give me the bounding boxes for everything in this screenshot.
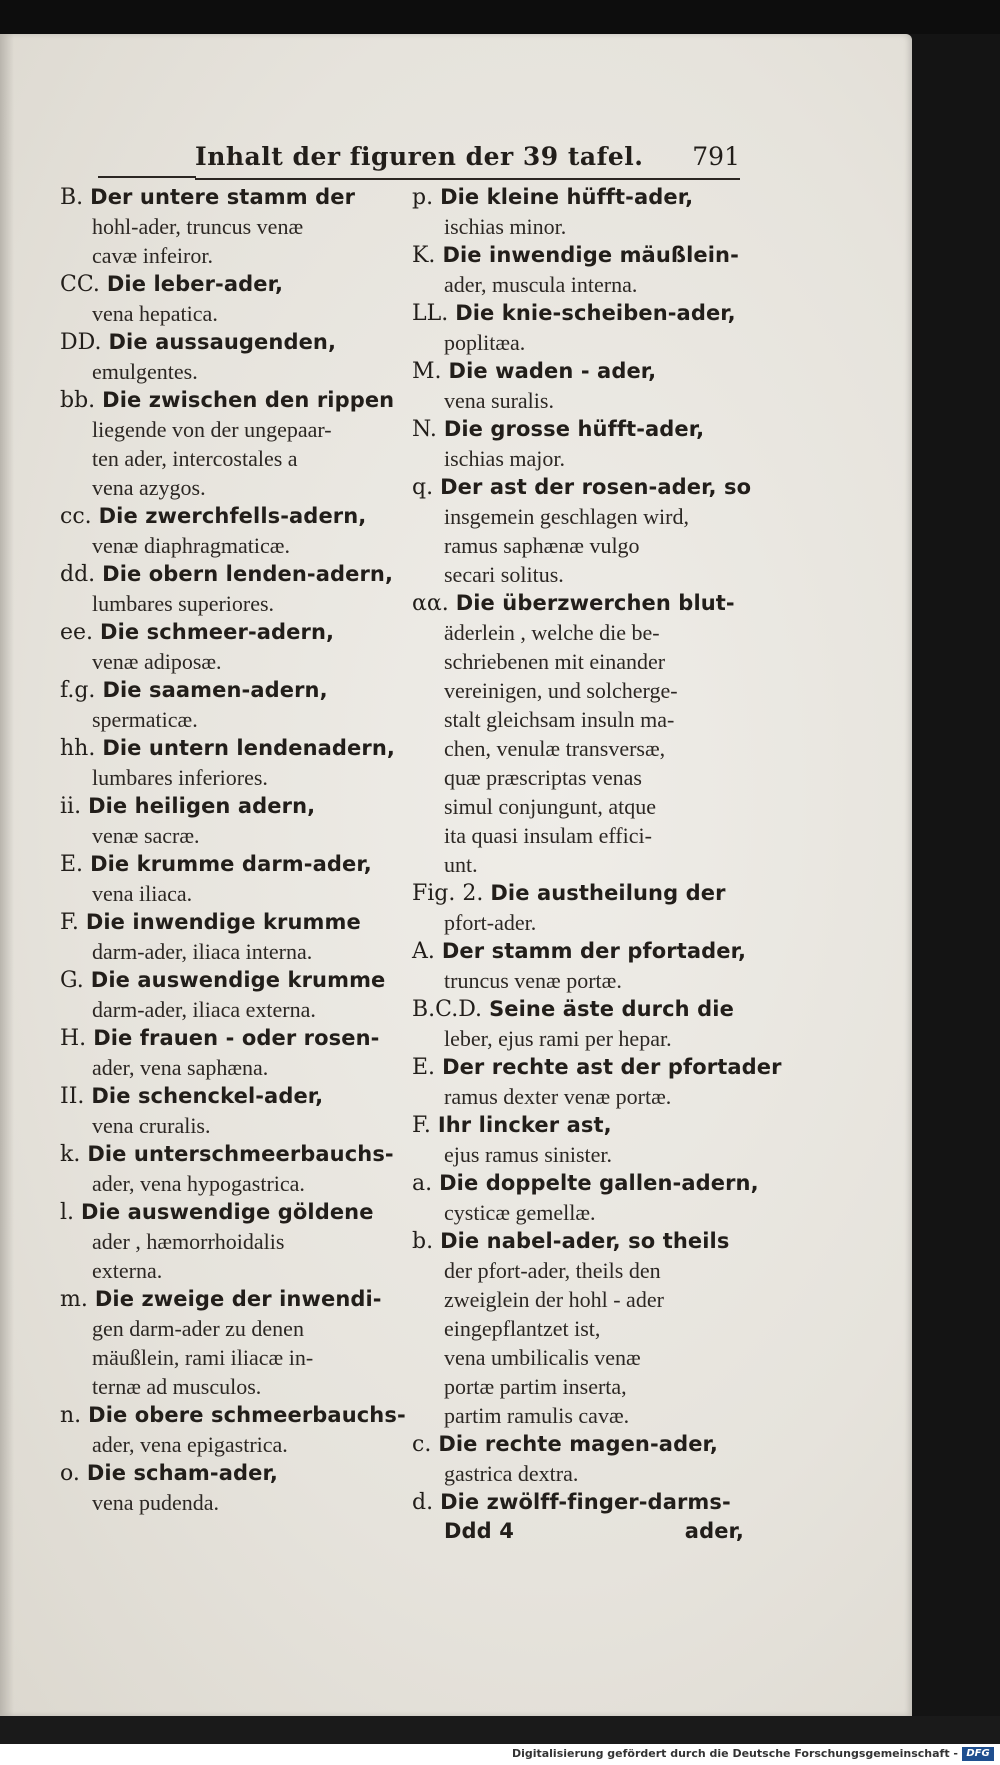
entry-headline <box>412 299 744 328</box>
entry-german-term: Die unterschmeerbauchs- <box>87 1142 394 1166</box>
entry-label: f.g. <box>60 678 96 703</box>
entry <box>412 1169 759 1227</box>
entry-label: l. <box>60 1200 75 1225</box>
entry-continuation-line: ischias major. <box>444 446 565 471</box>
entry-german-term: Die zwischen den rippen <box>102 388 395 412</box>
entry-continuation-line: chen, venulæ transversæ, <box>444 736 666 761</box>
entry-headline <box>60 908 395 937</box>
entry-continuation-line: ader, muscula interna. <box>444 272 638 297</box>
running-head-title: Inhalt der figuren der 39 tafel. <box>195 142 644 171</box>
entry <box>60 502 395 560</box>
entry-label: hh. <box>60 736 96 761</box>
entry <box>60 270 395 328</box>
entry <box>412 183 744 241</box>
entry-headline <box>412 1488 744 1517</box>
entry <box>60 1459 395 1517</box>
entry-continuation-line: vereinigen, und solcherge- <box>444 678 678 703</box>
entry-continuation-line: simul conjungunt, atque <box>444 794 657 819</box>
entry-german-term: Der stamm der pfortader, <box>441 939 747 963</box>
entry <box>60 1401 406 1459</box>
entry-label: p. <box>412 185 434 210</box>
entry-continuation-line: pfort-ader. <box>444 910 537 935</box>
entry-label: B. <box>60 185 84 210</box>
entry-continuation-line: venæ sacræ. <box>92 823 200 848</box>
entry-continuation-line: ader, vena epigastrica. <box>92 1432 288 1457</box>
entry <box>60 386 395 502</box>
entry-label: o. <box>60 1461 80 1486</box>
entry-label: cc. <box>60 504 92 529</box>
entry-german-term: Die schenckel-ader, <box>91 1084 324 1108</box>
left-column <box>60 183 406 1517</box>
right-column <box>412 183 782 1546</box>
entry-continuation-line: äderlein , welche die be- <box>444 620 660 645</box>
entry <box>60 1285 395 1401</box>
entry-continuation-line: truncus venæ portæ. <box>444 968 622 993</box>
entry-continuation-line: ader , hæmorrhoidalis <box>92 1229 285 1254</box>
entry-german-term: Die inwendige mäußlein- <box>442 243 739 267</box>
entry <box>412 1053 782 1111</box>
entry-headline <box>60 734 395 763</box>
entry-continuation-line: ader, vena hypogastrica. <box>92 1171 305 1196</box>
entry-label: Fig. 2. <box>412 881 484 906</box>
entry-label: DD. <box>60 330 102 355</box>
entry-german-term: Der rechte ast der pfortader <box>442 1055 782 1079</box>
entry-label: d. <box>412 1490 434 1515</box>
entry-headline <box>412 1111 744 1140</box>
entry <box>412 995 744 1053</box>
dfg-logo-icon: DFG <box>962 1747 994 1761</box>
entry-german-term: Die rechte magen-ader, <box>438 1432 718 1456</box>
entry-continuation-line: cavæ infeiror. <box>92 243 213 268</box>
entry <box>412 357 744 415</box>
entry-headline <box>60 966 395 995</box>
footer-bar <box>0 1744 1000 1765</box>
entry-headline <box>412 473 752 502</box>
entry-label: F. <box>412 1113 431 1138</box>
entry <box>60 1198 395 1285</box>
entry-german-term: Die austheilung der <box>490 881 726 905</box>
entry-german-term: Die knie-scheiben-ader, <box>455 301 736 325</box>
entry-continuation-line: partim ramulis cavæ. <box>444 1403 630 1428</box>
entry-headline <box>412 937 747 966</box>
entry-headline <box>412 995 744 1024</box>
entry-label: n. <box>60 1403 82 1428</box>
catchword: ader, <box>684 1519 744 1543</box>
entry-continuation-line: vena suralis. <box>444 388 554 413</box>
entry-continuation-line: ternæ ad musculos. <box>92 1374 262 1399</box>
entry-continuation-line: quæ præscriptas venas <box>444 765 642 790</box>
entry-headline <box>412 241 744 270</box>
entry-continuation-line: zweiglein der hohl - ader <box>444 1287 664 1312</box>
entry-continuation-line: gastrica dextra. <box>444 1461 579 1486</box>
entry-headline <box>60 386 395 415</box>
entry-continuation-line: schriebenen mit einander <box>444 649 666 674</box>
entry-label: CC. <box>60 272 100 297</box>
entry <box>60 908 395 966</box>
entry <box>412 299 744 357</box>
entry-german-term: Die untern lendenadern, <box>102 736 395 760</box>
entry-headline <box>60 1082 395 1111</box>
entry-german-term: Die nabel-ader, so theils <box>440 1229 730 1253</box>
entry-german-term: Die saamen-adern, <box>102 678 328 702</box>
entry-continuation-line: vena iliaca. <box>92 881 193 906</box>
page-gutter-shadow <box>0 34 14 1716</box>
entry-headline <box>60 1459 395 1488</box>
entry-label: k. <box>60 1142 81 1167</box>
entry-headline <box>412 183 744 212</box>
entry-headline <box>412 879 744 908</box>
entry-continuation-line: vena cruralis. <box>92 1113 211 1138</box>
entry-headline <box>60 183 395 212</box>
entry-continuation-line: lumbares superiores. <box>92 591 275 616</box>
entry-label: F. <box>60 910 79 935</box>
entry-german-term: Die waden - ader, <box>448 359 657 383</box>
entry <box>60 1024 395 1082</box>
entry-continuation-line: ramus dexter venæ portæ. <box>444 1084 672 1109</box>
entry-continuation-line: darm-ader, iliaca externa. <box>92 997 316 1022</box>
entry-german-term: Ihr lincker ast, <box>437 1113 612 1137</box>
entry-continuation-line: poplitæa. <box>444 330 526 355</box>
entry <box>60 560 395 618</box>
entry-headline <box>412 415 744 444</box>
header-rule-left <box>98 176 196 178</box>
entry-continuation-line: venæ adiposæ. <box>92 649 222 674</box>
entry-label: ii. <box>60 794 82 819</box>
entry-headline <box>60 792 395 821</box>
entry <box>412 879 744 937</box>
entry-label: N. <box>412 417 437 442</box>
entry-continuation-line: darm-ader, iliaca interna. <box>92 939 313 964</box>
entry-german-term: Die doppelte gallen-adern, <box>439 1171 759 1195</box>
entry <box>412 937 747 995</box>
entry <box>60 1082 395 1140</box>
entry <box>412 241 744 299</box>
entry-headline <box>412 1169 759 1198</box>
entry-continuation-line: hohl-ader, truncus venæ <box>92 214 304 239</box>
entry-german-term: Die zwölff-finger-darms- <box>440 1490 731 1514</box>
entry-headline <box>60 270 395 299</box>
entry-label: E. <box>60 852 84 877</box>
entry-german-term: Der ast der rosen-ader, so <box>440 475 752 499</box>
entry-headline <box>60 560 395 589</box>
entry-continuation-line: vena azygos. <box>92 475 206 500</box>
entry-label: G. <box>60 968 84 993</box>
entry-headline <box>60 1198 395 1227</box>
entry-headline <box>412 589 744 618</box>
entry <box>60 850 395 908</box>
entry-label: M. <box>412 359 442 384</box>
entry-label: II. <box>60 1084 85 1109</box>
entry-continuation-line: secari solitus. <box>444 562 564 587</box>
entry-german-term: Die auswendige krumme <box>90 968 386 992</box>
entry-headline <box>60 502 395 531</box>
entry-headline <box>60 850 395 879</box>
entry-label: dd. <box>60 562 96 587</box>
entry-german-term: Die frauen - oder rosen- <box>93 1026 380 1050</box>
entry-german-term: Die auswendige göldene <box>81 1200 374 1224</box>
bottom-dark-band <box>0 1716 1000 1744</box>
entry-german-term: Die obern lenden-adern, <box>102 562 394 586</box>
entry-german-term: Die zweige der inwendi- <box>94 1287 382 1311</box>
entry-continuation-line: unt. <box>444 852 478 877</box>
entry-headline <box>412 1227 744 1256</box>
entry-label: K. <box>412 243 436 268</box>
entry-continuation-line: liegende von der ungepaar- <box>92 417 332 442</box>
entry-continuation-line: eingepflantzet ist, <box>444 1316 601 1341</box>
entry-german-term: Die kleine hüfft-ader, <box>440 185 694 209</box>
entry-headline <box>60 1024 395 1053</box>
entry-continuation-line: ita quasi insulam effici- <box>444 823 652 848</box>
entry-german-term: Die heiligen adern, <box>88 794 316 818</box>
entry <box>60 966 395 1024</box>
entry-continuation-line: insgemein geschlagen wird, <box>444 504 689 529</box>
entry-german-term: Die grosse hüfft-ader, <box>443 417 705 441</box>
entry-german-term: Die inwendige krumme <box>85 910 361 934</box>
entry-label: b. <box>412 1229 434 1254</box>
entry-label: H. <box>60 1026 87 1051</box>
entry-continuation-line: externa. <box>92 1258 163 1283</box>
entry-headline <box>412 1053 782 1082</box>
entry <box>412 473 752 589</box>
running-head <box>195 140 740 180</box>
entry-label: A. <box>412 939 435 964</box>
entry-german-term: Der untere stamm der <box>90 185 356 209</box>
entry-continuation-line: stalt gleichsam insuln ma- <box>444 707 675 732</box>
top-dark-band <box>0 0 1000 34</box>
entry-continuation-line: vena umbilicalis venæ <box>444 1345 641 1370</box>
entry-continuation-line: ramus saphænæ vulgo <box>444 533 640 558</box>
entry-german-term: Die leber-ader, <box>106 272 284 296</box>
entry-continuation-line: cysticæ gemellæ. <box>444 1200 596 1225</box>
entry-continuation-line: mäußlein, rami iliacæ in- <box>92 1345 314 1370</box>
entry-headline <box>412 357 744 386</box>
entry-headline <box>412 1430 744 1459</box>
entry <box>60 734 395 792</box>
entry <box>412 1111 744 1169</box>
entry-continuation-line: vena pudenda. <box>92 1490 220 1515</box>
entry-label: c. <box>412 1432 432 1457</box>
entry-label: a. <box>412 1171 433 1196</box>
entry-headline <box>60 618 395 647</box>
entry-label: αα. <box>412 591 449 616</box>
entry-german-term: Die zwerchfells-adern, <box>98 504 367 528</box>
entry-german-term: Seine äste durch die <box>489 997 734 1021</box>
entry <box>60 183 395 270</box>
entry-continuation-line: ten ader, intercostales a <box>92 446 298 471</box>
entry-continuation-line: leber, ejus rami per hepar. <box>444 1026 672 1051</box>
page-number: 791 <box>692 142 740 171</box>
entry <box>412 415 744 473</box>
entry-continuation-line: ejus ramus sinister. <box>444 1142 613 1167</box>
entry-continuation-line: ader, vena saphæna. <box>92 1055 269 1080</box>
entry-german-term: Die krumme darm-ader, <box>90 852 372 876</box>
entry-headline <box>60 1140 395 1169</box>
entry-german-term: Die schmeer-adern, <box>100 620 335 644</box>
entry-continuation-line: spermaticæ. <box>92 707 198 732</box>
entry-headline <box>60 676 395 705</box>
catchword-line <box>412 1517 744 1546</box>
entry-continuation-line: venæ diaphragmaticæ. <box>92 533 290 558</box>
entry-continuation-line: ischias minor. <box>444 214 567 239</box>
entry-german-term: Die scham-ader, <box>86 1461 278 1485</box>
entry <box>60 328 395 386</box>
entry-continuation-line: der pfort-ader, theils den <box>444 1258 661 1283</box>
entry <box>60 792 395 850</box>
entry-continuation-line: lumbares inferiores. <box>92 765 268 790</box>
entry-german-term: Die überzwerchen blut- <box>455 591 735 615</box>
entry-continuation-line: gen darm-ader zu denen <box>92 1316 304 1341</box>
entry <box>60 1140 395 1198</box>
entry <box>412 589 744 879</box>
entry <box>60 618 395 676</box>
entry-headline <box>60 328 395 357</box>
signature-mark: Ddd 4 <box>444 1519 514 1543</box>
entry <box>60 676 395 734</box>
entry-headline <box>60 1285 395 1314</box>
footer-credit-text: Digitalisierung gefördert durch die Deutsche Forschungsgemeinschaft - <box>511 1747 958 1760</box>
entry-german-term: Die aussaugenden, <box>108 330 337 354</box>
entry-german-term: Die obere schmeerbauchs- <box>88 1403 406 1427</box>
entry-label: q. <box>412 475 434 500</box>
entry-label: ee. <box>60 620 94 645</box>
entry-label: E. <box>412 1055 436 1080</box>
entry <box>412 1488 744 1517</box>
entry <box>412 1227 744 1430</box>
entry-continuation-line: emulgentes. <box>92 359 198 384</box>
entry-label: B.C.D. <box>412 997 483 1022</box>
entry-continuation-line: vena hepatica. <box>92 301 218 326</box>
entry-label: bb. <box>60 388 96 413</box>
entry-label: LL. <box>412 301 449 326</box>
entry <box>412 1430 744 1488</box>
entry-headline <box>60 1401 406 1430</box>
entry-label: m. <box>60 1287 88 1312</box>
entry-continuation-line: portæ partim inserta, <box>444 1374 627 1399</box>
